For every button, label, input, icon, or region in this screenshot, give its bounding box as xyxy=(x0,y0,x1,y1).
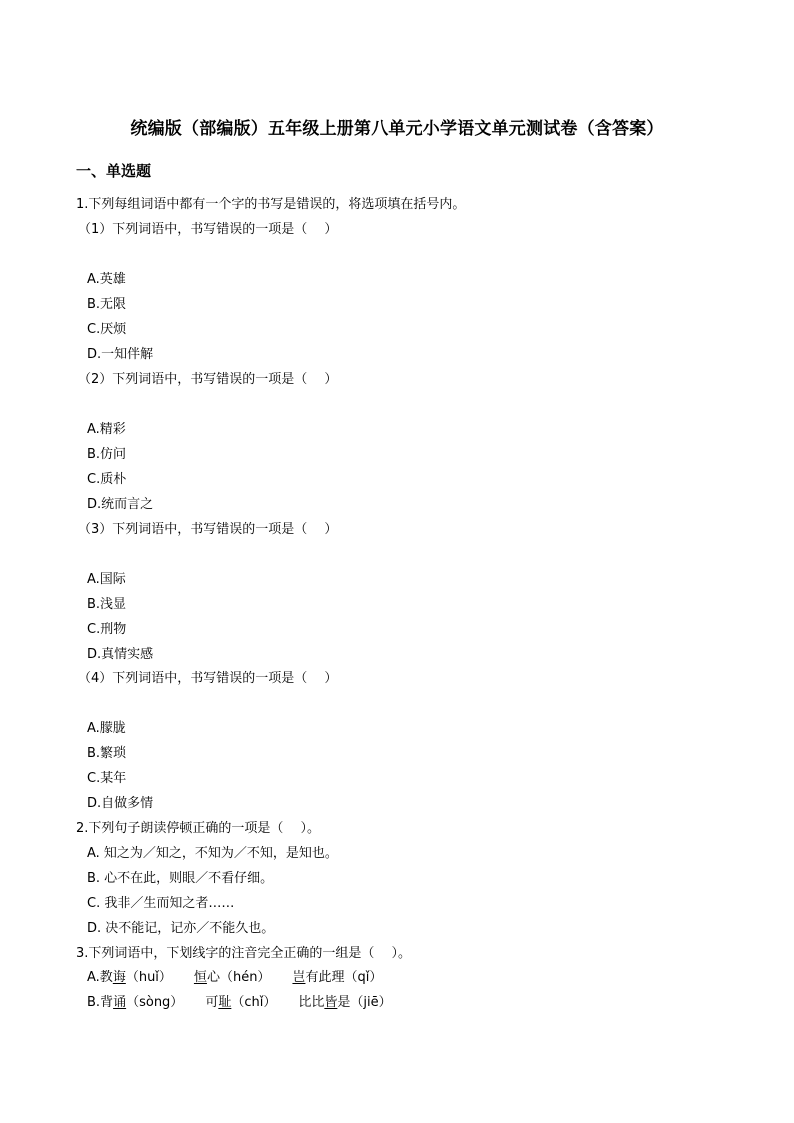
word-text: 背 xyxy=(100,995,114,1010)
underlined-char: 耻 xyxy=(218,995,232,1010)
question-1-stem: 1.下列每组词语中都有一个字的书写是错误的，将选项填在括号内。 xyxy=(76,197,466,212)
pinyin: （sòng） xyxy=(126,995,184,1010)
option-a: A.国际 xyxy=(87,572,126,587)
option-c: C.刑物 xyxy=(87,622,127,637)
option-a: A.朦胧 xyxy=(87,721,126,736)
option-c: C. 我非／生而知之者…… xyxy=(87,896,235,911)
option-c: C.质朴 xyxy=(87,472,127,487)
underlined-char: 诵 xyxy=(113,995,127,1010)
option-d: D.自做多情 xyxy=(87,796,154,811)
word-1 xyxy=(100,969,172,987)
question-3-stem: 3.下列词语中，下划线字的注音完全正确的一组是（ ）。 xyxy=(76,946,412,961)
word-3 xyxy=(298,994,391,1012)
question-1-part-4-prompt: （4）下列词语中，书写错误的一项是（ ） xyxy=(78,671,338,686)
word-text: 心 xyxy=(206,970,220,985)
option-a: A.英雄 xyxy=(87,272,126,287)
option-b: B.繁琐 xyxy=(87,746,127,761)
option-letter: A. xyxy=(87,970,100,985)
option-d: D.统而言之 xyxy=(87,497,154,512)
page-title: 统编版（部编版）五年级上册第八单元小学语文单元测试卷（含答案） xyxy=(130,119,664,139)
underlined-char: 恒 xyxy=(193,970,207,985)
word-2 xyxy=(194,969,271,987)
pinyin: （huǐ） xyxy=(125,970,172,985)
option-d: D.真情实感 xyxy=(87,647,154,662)
option-a: A.精彩 xyxy=(87,422,126,437)
option-b: B.浅显 xyxy=(87,597,127,612)
option-b-row xyxy=(87,994,392,1012)
question-1-part-3-prompt: （3）下列词语中，书写错误的一项是（ ） xyxy=(78,522,338,537)
word-text: 教 xyxy=(99,970,113,985)
pinyin: （chǐ） xyxy=(231,995,277,1010)
pinyin: （qǐ） xyxy=(344,970,383,985)
word-3 xyxy=(292,969,382,987)
word-text: 可 xyxy=(205,995,219,1010)
section-heading: 一、单选题 xyxy=(76,162,152,180)
option-b: B.无限 xyxy=(87,297,127,312)
word-text: 有此理 xyxy=(305,970,345,985)
option-c: C.某年 xyxy=(87,771,127,786)
option-a-row xyxy=(87,969,382,987)
underlined-char: 皆 xyxy=(324,995,338,1010)
option-letter: B. xyxy=(87,995,101,1010)
word-text: 是 xyxy=(337,995,351,1010)
option-a: A. 知之为／知之，不知为／不知，是知也。 xyxy=(87,846,338,861)
option-b: B.仿问 xyxy=(87,447,127,462)
question-2-stem: 2.下列句子朗读停顿正确的一项是（ ）。 xyxy=(76,821,321,836)
option-d: D. 决不能记，记亦／不能久也。 xyxy=(87,921,275,936)
underlined-char: 诲 xyxy=(112,970,126,985)
word-1 xyxy=(100,994,183,1012)
option-d: D.一知伴解 xyxy=(87,347,154,362)
question-1-part-1-prompt: （1）下列词语中，书写错误的一项是（ ） xyxy=(78,222,338,237)
word-text: 比比 xyxy=(298,995,325,1010)
word-2 xyxy=(205,994,276,1012)
question-1-part-2-prompt: （2）下列词语中，书写错误的一项是（ ） xyxy=(78,372,338,387)
option-b: B. 心不在此，则眼／不看仔细。 xyxy=(87,871,274,886)
underlined-char: 岂 xyxy=(292,970,306,985)
pinyin: （hén） xyxy=(219,970,271,985)
option-c: C.厌烦 xyxy=(87,322,127,337)
pinyin: （jiē） xyxy=(350,995,392,1010)
